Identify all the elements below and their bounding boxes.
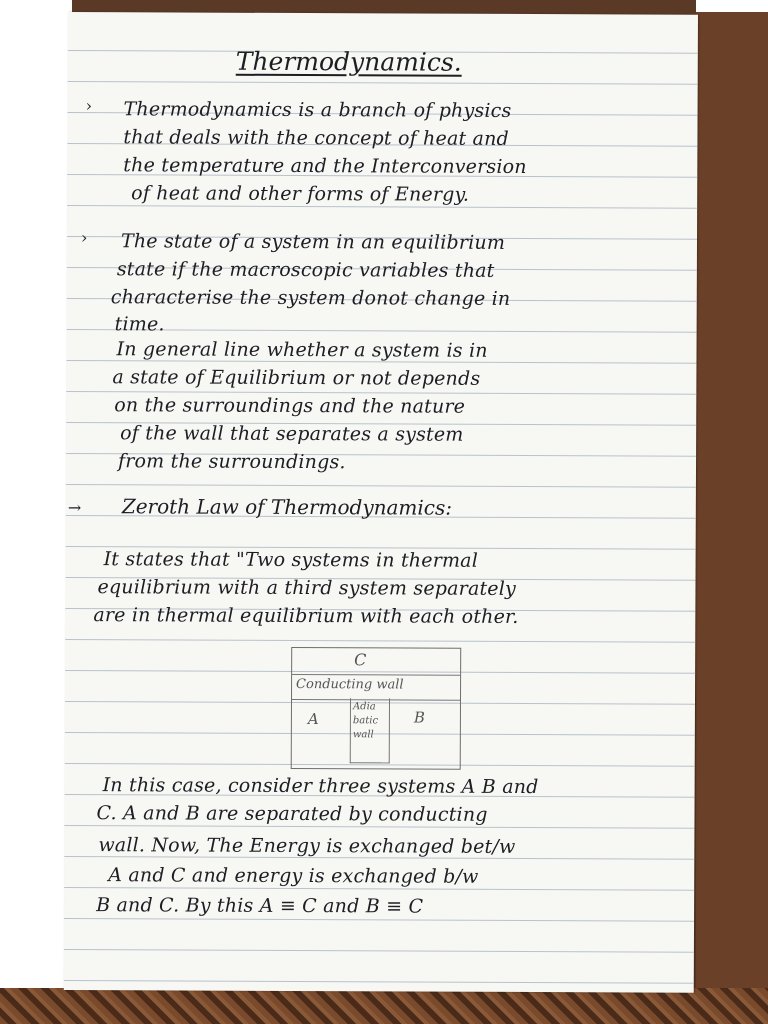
para2-line: a state of Equilibrium or not depends [112,366,481,390]
para4-line: B and C. By this A ≡ C and B ≡ C [96,894,424,918]
para1-line: of heat and other forms of Energy. [131,182,470,206]
background-right [696,0,768,1024]
para2-line: of the wall that separates a system [120,422,464,446]
para3-line: It states that "Two systems in thermal [103,548,479,572]
para3-line: are in thermal equilibrium with each other. [93,604,519,628]
bullet-mark: › [85,96,93,116]
para4-line: C. A and B are separated by conducting [96,802,488,826]
para4-line: In this case, consider three systems A B and [102,774,539,799]
para1-line: the temperature and the Interconversion [123,154,527,179]
background-left [0,0,72,1024]
para4-line: wall. Now, The Energy is exchanged bet/w [98,834,516,858]
para2-line: The state of a system in an equilibrium [120,230,506,254]
system-b-label: B [413,708,425,727]
conducting-wall-label: Conducting wall [296,677,404,693]
system-a-label: A [307,710,319,729]
adiabatic-wall-label: Adia batic wall [352,701,379,741]
para2-line: state if the macroscopic variables that [116,258,495,282]
para2-line: time. [114,313,165,336]
para2-line: In general line whether a system is in [116,338,488,362]
background-carpet [0,988,768,1024]
para2-line: characterise the system donot change in [110,286,511,310]
para2-line: on the surroundings and the nature [114,394,466,418]
para1-line: Thermodynamics is a branch of physics [123,98,512,122]
para2-line: from the surroundings. [117,450,346,474]
thermal-equilibrium-diagram [291,647,462,770]
notebook-page [64,12,698,993]
system-c-label: C [354,650,367,670]
para3-line: equilibrium with a third system separately [97,576,517,600]
page-title: Thermodynamics. [235,46,462,77]
para4-line: A and C and energy is exchanged b/w [108,864,479,888]
bullet-mark: › [80,228,88,248]
para1-line: that deals with the concept of heat and [123,126,509,150]
zeroth-law-heading: Zeroth Law of Thermodynamics: [121,494,453,520]
arrow-mark: → [67,498,82,518]
